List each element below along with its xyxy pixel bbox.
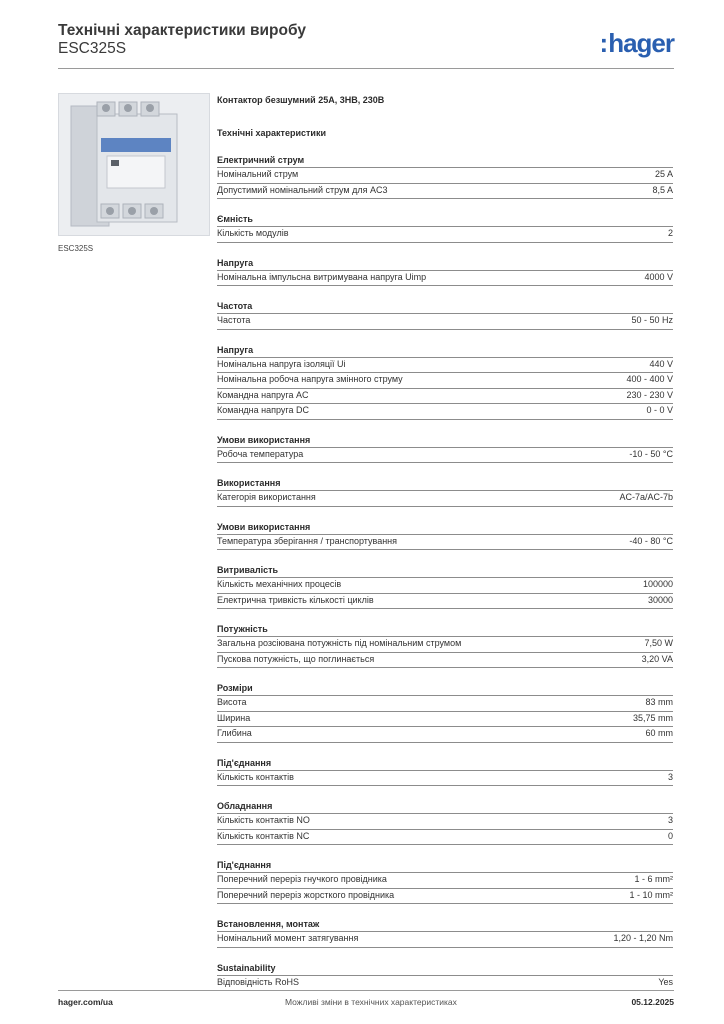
section-heading: Розміри [217, 683, 253, 693]
spec-value: 440 V [649, 358, 673, 369]
section-heading: Ємність [217, 214, 253, 224]
page-footer [58, 997, 674, 1009]
spec-section [217, 434, 673, 464]
spec-label: Категорія використання [217, 492, 316, 502]
spec-value: 60 mm [645, 728, 673, 738]
spec-label: Кількість контактів NO [217, 815, 310, 825]
section-heading: Умови використання [217, 521, 311, 532]
spec-sections [217, 154, 673, 991]
section-heading: Sustainability [217, 962, 276, 973]
spec-section [217, 682, 673, 743]
spec-value: 400 - 400 V [626, 374, 673, 384]
spec-value: 35,75 mm [632, 712, 673, 723]
spec-section [217, 800, 673, 845]
section-heading: Частота [217, 301, 253, 311]
spec-row [217, 577, 673, 593]
spec-label: Номінальна імпульсна витримувана напруга Uimp [217, 271, 427, 282]
spec-label: Кількість контактів NC [217, 830, 310, 841]
spec-label: Допустимий номінальний струм для AC3 [217, 184, 388, 195]
spec-row [217, 636, 673, 652]
spec-value: 1,20 - 1,20 Nm [613, 933, 673, 943]
spec-row [217, 167, 673, 183]
spec-label: Поперечний переріз гнучкого провідника [217, 874, 387, 884]
spec-value: 25 A [654, 169, 673, 179]
spec-value: 3 [667, 815, 673, 825]
spec-section [217, 962, 673, 992]
spec-label: Частота [217, 315, 251, 325]
spec-value: 2 [667, 228, 673, 238]
spec-label: Кількість контактів [217, 771, 294, 782]
spec-section [217, 623, 673, 668]
spec-row [217, 711, 673, 727]
footer-date: 05.12.2025 [631, 997, 674, 1007]
spec-label: Номінальна робоча напруга змінного струму [217, 374, 403, 384]
spec-row [217, 357, 673, 373]
spec-label: Глибина [217, 728, 252, 738]
spec-section [217, 257, 673, 287]
spec-label: Номінальний струм [217, 169, 299, 179]
section-heading: Встановлення, монтаж [217, 919, 320, 929]
spec-section [217, 213, 673, 243]
spec-row [217, 593, 673, 610]
spec-value: 7,50 W [644, 638, 673, 648]
spec-section [217, 154, 673, 199]
product-code: ESC325S [58, 40, 127, 57]
spec-heading: Технічні характеристики [217, 128, 326, 138]
spec-label: Номінальна напруга ізоляції Ui [217, 358, 346, 369]
spec-row [217, 872, 673, 888]
spec-value: 30000 [647, 594, 673, 605]
spec-section [217, 918, 673, 948]
spec-label: Ширина [217, 712, 251, 723]
section-heading: Умови використання [217, 434, 311, 445]
spec-section [217, 300, 673, 330]
spec-label: Робоча температура [217, 448, 304, 459]
spec-row [217, 931, 673, 948]
spec-section [217, 757, 673, 787]
spec-row [217, 813, 673, 829]
spec-row [217, 313, 673, 330]
spec-row [217, 226, 673, 243]
spec-value: 1 - 6 mm² [634, 874, 673, 884]
spec-value: 0 [667, 830, 673, 841]
contactor-illustration [59, 94, 209, 235]
spec-value: 83 mm [645, 697, 673, 707]
spec-row [217, 534, 673, 551]
spec-value: 50 - 50 Hz [631, 315, 673, 325]
spec-value: 0 - 0 V [646, 405, 673, 415]
spec-row [217, 770, 673, 787]
section-heading: Під'єднання [217, 757, 272, 768]
spec-label: Номінальний момент затягування [217, 933, 359, 943]
hager-logo: :hager [599, 28, 674, 58]
spec-label: Поперечний переріз жорсткого провідника [217, 889, 395, 900]
spec-label: Загальна розсіювана потужність під номінальним струмом [217, 638, 462, 648]
footer-site: hager.com/ua [58, 997, 113, 1007]
spec-value: 100000 [642, 579, 673, 589]
spec-row [217, 726, 673, 743]
spec-row [217, 829, 673, 846]
page-header [58, 22, 674, 68]
section-heading: Напруга [217, 257, 254, 268]
spec-value: AC-7a/AC-7b [619, 492, 673, 502]
spec-row [217, 372, 673, 388]
spec-label: Відповідність RoHS [217, 976, 299, 987]
spec-section [217, 859, 673, 904]
section-heading: Використання [217, 478, 281, 488]
section-heading: Витривалість [217, 565, 279, 575]
spec-row [217, 270, 673, 287]
footer-divider [58, 990, 674, 991]
spec-value: -40 - 80 °C [629, 535, 673, 546]
spec-label: Командна напруга DC [217, 405, 309, 415]
section-heading: Обладнання [217, 801, 273, 811]
spec-row [217, 447, 673, 464]
spec-value: Yes [658, 976, 673, 987]
spec-label: Кількість механічних процесів [217, 579, 342, 589]
spec-row [217, 975, 673, 992]
page-title: Технічні характеристики виробу [58, 22, 306, 39]
section-heading: Електричний струм [217, 155, 305, 165]
spec-row [217, 652, 673, 669]
spec-row [217, 490, 673, 507]
spec-value: 8,5 A [652, 184, 673, 195]
spec-label: Висота [217, 697, 247, 707]
image-caption: ESC325S [58, 244, 94, 253]
spec-value: 1 - 10 mm² [629, 889, 673, 900]
header-divider [58, 68, 674, 69]
section-heading: Потужність [217, 624, 268, 634]
spec-row [217, 888, 673, 905]
spec-value: 3 [667, 771, 673, 782]
spec-label: Пускова потужність, що поглинається [217, 653, 375, 664]
spec-value: 230 - 230 V [626, 389, 673, 400]
spec-row [217, 183, 673, 200]
footer-note: Можливі зміни в технічних характеристиках [285, 997, 457, 1007]
product-image [58, 93, 210, 236]
spec-label: Командна напруга AC [217, 389, 309, 400]
spec-row [217, 388, 673, 404]
spec-section [217, 344, 673, 420]
spec-label: Кількість модулів [217, 228, 289, 238]
spec-row [217, 695, 673, 711]
spec-value: 4000 V [644, 271, 673, 282]
spec-section [217, 477, 673, 507]
section-heading: Напруга [217, 344, 254, 355]
section-heading: Під'єднання [217, 860, 272, 870]
spec-section [217, 564, 673, 609]
spec-section [217, 521, 673, 551]
spec-value: -10 - 50 °C [629, 448, 673, 459]
spec-panel [217, 95, 673, 991]
product-name: Контактор безшумний 25А, 3НВ, 230В [217, 95, 385, 105]
spec-label: Електрична тривкість кількості циклів [217, 594, 374, 605]
spec-row [217, 403, 673, 420]
spec-label: Температура зберігання / транспортування [217, 535, 398, 546]
spec-value: 3,20 VA [641, 653, 673, 664]
